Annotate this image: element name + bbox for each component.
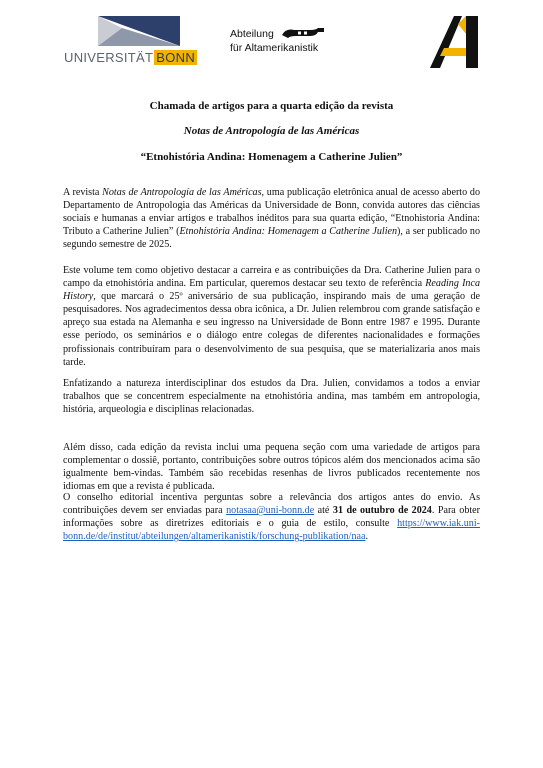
p5-text-1: O conselho editorial incentiva perguntas sobre a relevância dos artigos antes do envio. As contribuições devem ser enviadas para bbox=[63, 492, 480, 517]
department-line1: Abteilung bbox=[230, 28, 274, 40]
paragraph-additional-section: Além disso, cada edição da revista inclui uma pequena seção com uma variedade de artigos para complementar o dossiê, portanto, contribuições sobre outros tópicos além dos mencionados acima são igualmente bem-vindas. Também são recebidas resenhas de livros publicados recentemente nos idiomas em que a revista é publicada. bbox=[63, 442, 480, 493]
p2-text-1: Este volume tem como objetivo destacar a carreira e as contribuições da Dra. Catherine Julien para o campo da etnohistória andina. Em particular, queremos destacar seu texto de referência bbox=[63, 265, 480, 290]
issue-theme-title: “Etnohistória Andina: Homenagem a Catherine Julien” bbox=[140, 151, 403, 163]
paragraph-intro bbox=[63, 186, 480, 251]
university-name bbox=[64, 50, 197, 65]
p2-text-2: , que marcará o 25º aniversário de sua publicação, inspirando mais de uma geração de pesquisadores. Nos agradecimentos dessa obra icônica, a Dr. Julien relembrou com grande satisfação e apreço sua estada na Alemanha e seu ingresso na Universidade de Bonn entre 1987 e 1995. Durante esse período, os seminários e o diálogo entre colegas de diferentes nacionalidades e formações profissionais contribuíram para o desenvolvimento de sua pesquisa, que se materializaria anos mais tarde. bbox=[63, 291, 480, 368]
submission-deadline: 31 de outubro de 2024 bbox=[332, 505, 432, 517]
department-line2: für Altamerikanistik bbox=[230, 42, 319, 54]
serpent-glyph-icon bbox=[280, 26, 326, 40]
guidelines-url-link[interactable]: https://www.iak.uni-bonn.de/de/institut/abteilungen/altamerikanistik/forschung-publikation/naa bbox=[63, 518, 480, 543]
paragraph-submission bbox=[63, 491, 480, 543]
university-emblem-icon bbox=[62, 14, 180, 48]
altamerikanistik-a-logo-icon bbox=[428, 14, 480, 70]
university-bonn-logo bbox=[62, 14, 196, 65]
p1-journal-name: Notas de Antropología de las Américas bbox=[102, 187, 262, 198]
university-prefix: UNIVERSITÄT bbox=[64, 50, 154, 65]
p2-book-title: Reading Inca History bbox=[63, 278, 480, 303]
p5-text-4: . bbox=[365, 531, 368, 543]
p5-text-3: . Para obter informações sobre as diretrizes editoriais e o guia de estilo, consulte bbox=[63, 505, 481, 530]
p1-text-2: , uma publicação eletrônica anual de acesso aberto do Departamento de Antropologia das Américas da Universidade de Bonn, convida autores das ciências sociais e humanas a enviar artigos e trabalhos inéditos para sua quarta edição, “Etnohistoria Andina: Tributo a Catherine Julien” ( bbox=[63, 187, 481, 238]
call-for-papers-heading: Chamada de artigos para a quarta edição da revista bbox=[149, 100, 394, 112]
paragraph-objective bbox=[63, 264, 480, 369]
paragraph-scope: Enfatizando a natureza interdisciplinar dos estudos da Dra. Julien, convidamos a todos a enviar trabalhos que se concentrem especialmente na etnohistória andina, mas também em antropologia, história, arqueologia e disciplinas relacionadas. bbox=[63, 378, 480, 416]
p1-issue-title: Etnohistória Andina: Homenagem a Catherine Julien bbox=[179, 226, 398, 238]
department-logo bbox=[230, 28, 340, 60]
journal-title: Notas de Antropología de las Américas bbox=[183, 125, 360, 137]
email-link[interactable]: notasaa@uni-bonn.de bbox=[226, 505, 315, 517]
p1-text-1: A revista bbox=[63, 187, 103, 198]
p1-text-3: ), a ser publicado no segundo semestre de 2025. bbox=[63, 226, 480, 251]
university-bonn-box: BONN bbox=[156, 50, 196, 65]
p5-text-2: até bbox=[314, 505, 333, 517]
